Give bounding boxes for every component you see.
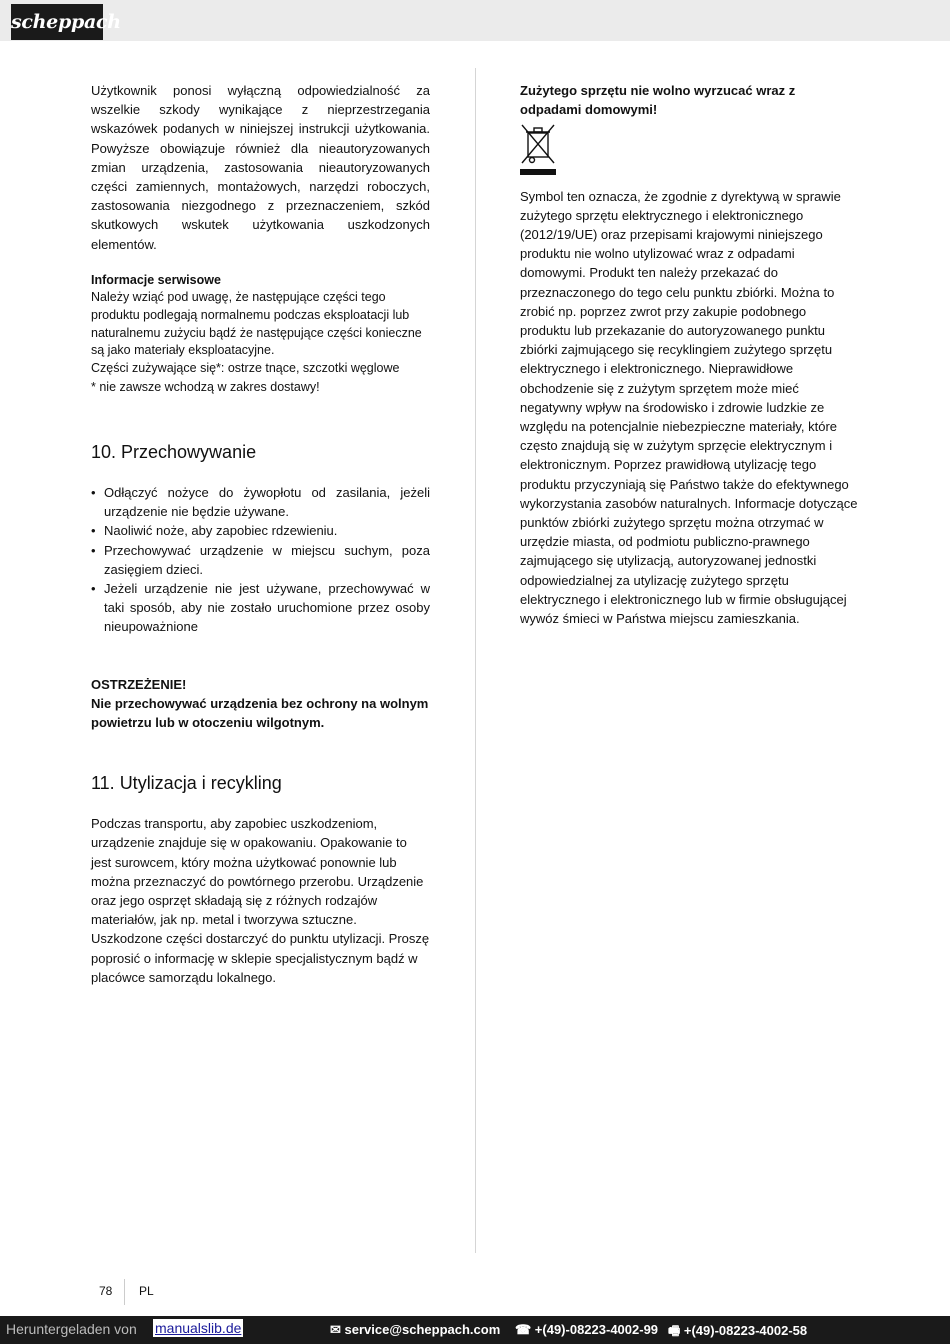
wear-note: * nie zawsze wchodzą w zakres dostawy! bbox=[91, 380, 320, 395]
warning-text: Nie przechowywać urządzenia bez ochrony na wolnym powietrzu lub w otoczeniu wilgotnym. bbox=[91, 695, 429, 731]
service-email: ✉ service@scheppach.com bbox=[330, 1322, 501, 1337]
warning-title: OSTRZEŻENIE! bbox=[91, 676, 187, 692]
download-bar bbox=[0, 1316, 950, 1344]
brand-logo: scheppach bbox=[11, 4, 103, 40]
header-bar bbox=[0, 0, 950, 41]
page-number: 78 bbox=[99, 1284, 113, 1298]
list-item: • Jeżeli urządzenie nie jest używane, przechowywać w taki sposób, aby nie zostało uruchomione przez osoby nieupoważnione bbox=[91, 579, 430, 637]
storage-heading: 10. Przechowywanie bbox=[91, 441, 257, 462]
wear-parts: Części zużywające się*: ostrze tnące, szczotki węglowe bbox=[91, 360, 400, 375]
weee-heading: Zużytego sprzętu nie wolno wyrzucać wraz z odpadami domowymi! bbox=[520, 83, 796, 118]
footer-divider bbox=[124, 1279, 125, 1305]
service-paragraph: Należy wziąć pod uwagę, że następujące części tego produktu podlegają normalnemu podczas eksploatacji lub naturalnemu zużyciu bądź że następujące części konieczne są jako materiały eksploatacyjne. bbox=[91, 290, 422, 358]
service-phone: ☎ +(49)-08223-4002-99 bbox=[515, 1322, 659, 1337]
crossed-out-wheelie-bin-icon bbox=[520, 123, 556, 175]
manualslib-link[interactable]: manualslib.de bbox=[155, 1320, 242, 1336]
service-heading: Informacje serwisowe bbox=[91, 272, 221, 287]
liability-paragraph: Użytkownik ponosi wyłączną odpowiedzialność za wszelkie szkody wynikające z nieprzestrzegania wskazówek podanych w niniejszej instrukcji użytkowania. Powyższe obowiązuje również dla nieautoryzowanych zmian urządzenia, zastosowania nieautoryzowanych części zamiennych, montażowych, narzędzi roboczych, zastosowania niezgodnego z przeznaczeniem, szkód skutkowych wskutek użytkowania uszkodzonych elementów. bbox=[91, 83, 430, 252]
left-column bbox=[91, 81, 430, 987]
disposal-heading: 11. Utylizacja i recykling bbox=[91, 773, 282, 794]
downloaded-from-label: Heruntergeladen von bbox=[6, 1321, 137, 1337]
disposal-paragraph: Podczas transportu, aby zapobiec uszkodzeniom, urządzenie znajduje się w opakowaniu. Opakowanie to jest surowcem, który można użytkować ponownie lub można przeznaczyć do powtórnego przerobu. Urządzenie oraz jego osprzęt składają się z różnych rodzajów materiałów, jak np. metal i tworzywa sztuczne. Uszkodzone części dostarczyć do punktu utylizacji. Proszę poprosić o informację w sklepie specjalistycznym bądź w placówce samorządu lokalnego. bbox=[91, 816, 430, 985]
weee-paragraph: Symbol ten oznacza, że zgodnie z dyrektywą w sprawie zużytego sprzętu elektrycznego i elektronicznego (2012/19/UE) oraz przepisami krajowymi niniejszego produktu nie wolno utylizować wraz z odpadami domowymi. Produkt ten należy przekazać do przeznaczonego do tego celu punktu zbiórki. Można to zrobić np. poprzez zwrot przy zakupie podobnego produktu lub przekazanie do autoryzowanego punktu zbiórki zajmującego się recyklingiem zużytego sprzętu elektrycznego i elektronicznego. Nieprawidłowe obchodzenie się z zużytym sprzętem może mieć negatywny wpływ na środowisko i zdrowie ludzkie ze względu na potencjalnie niebezpieczne materiały, które często znajdują się w zużytym sprzęcie elektrycznym i elektronicznym. Poprzez prawidłową utylizację tego produktu przyczyniają się Państwo także do efektywnego wykorzystania zasobów naturalnych. Informacje dotyczące punktów zbiórki zużytego sprzętu można otrzymać w urzędzie miasta, od podmiotu publiczno-prawnego zajmującego się utylizacją, autoryzowanej jednostki odpowiedzialnej za utylizację zużytego sprzętu elektrycznego i elektronicznego lub w firmie obsługującej wywóz śmieci w Państwa miejscu zamieszkania. bbox=[520, 188, 858, 627]
column-divider bbox=[475, 68, 476, 1253]
list-item: • Naoliwić noże, aby zapobiec rdzewieniu. bbox=[91, 521, 430, 540]
storage-list bbox=[91, 483, 430, 637]
list-item: • Przechowywać urządzenie w miejscu suchym, poza zasięgiem dzieci. bbox=[91, 541, 430, 579]
language-code: PL bbox=[139, 1284, 154, 1298]
list-item: • Odłączyć nożyce do żywopłotu od zasilania, jeżeli urządzenie nie będzie używane. bbox=[91, 483, 430, 521]
right-column bbox=[520, 81, 859, 628]
service-fax: 🖷 +(49)-08223-4002-58 bbox=[668, 1323, 808, 1338]
